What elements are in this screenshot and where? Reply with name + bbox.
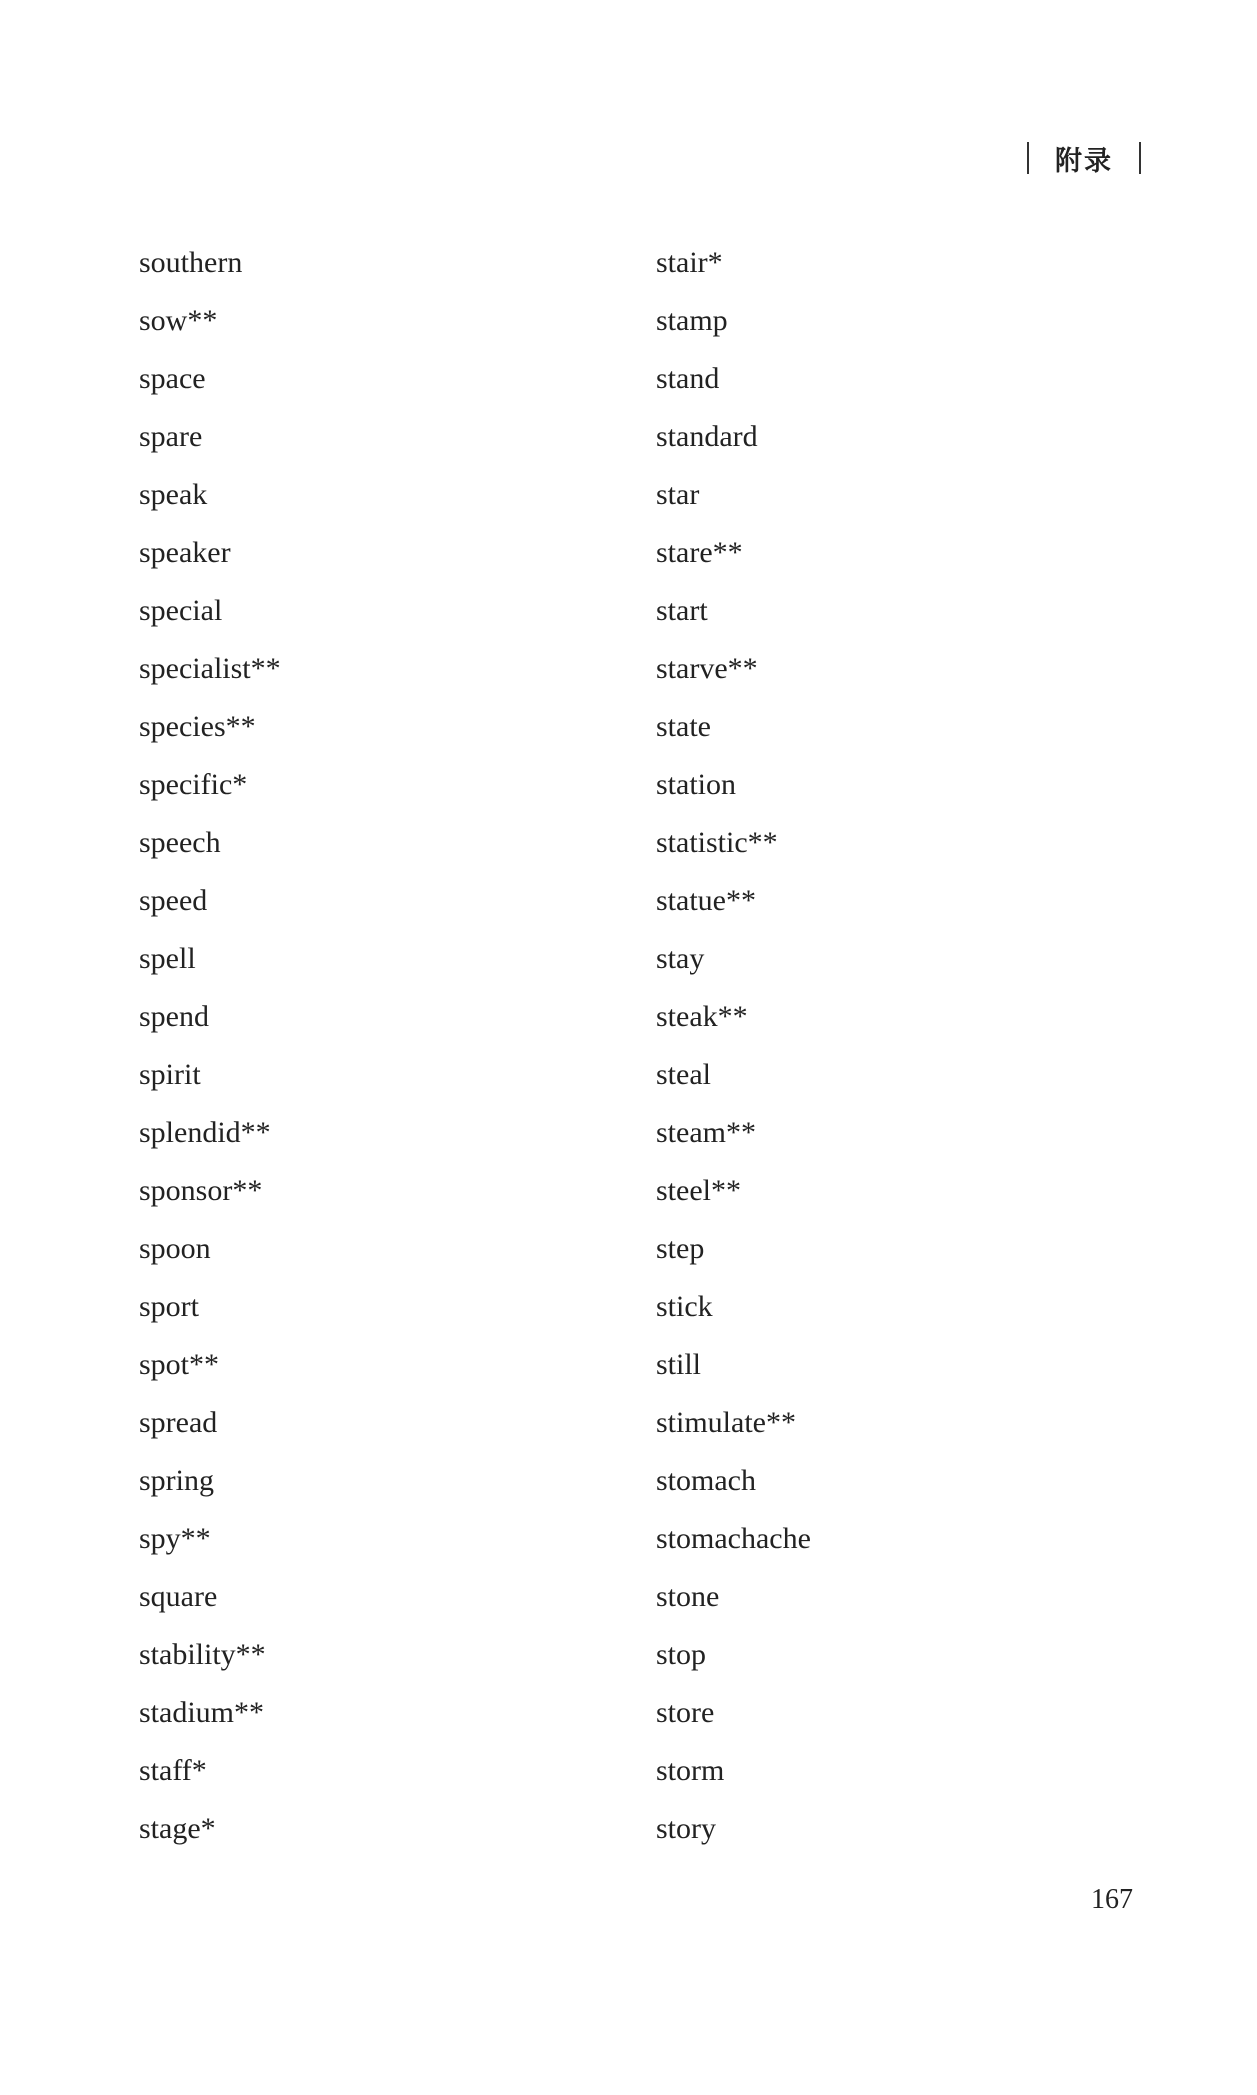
word-entry: splendid** — [139, 1116, 271, 1149]
word-column-right — [656, 234, 811, 1858]
word-entry: space — [139, 362, 206, 395]
word-entry: star — [656, 478, 700, 511]
word-entry: species** — [139, 710, 256, 743]
word-entry: standard — [656, 420, 758, 453]
word-entry: spring — [139, 1464, 214, 1497]
word-column-left — [139, 234, 281, 1858]
word-entry: speed — [139, 884, 208, 917]
word-entry: steam** — [656, 1116, 756, 1149]
word-entry: stadium** — [139, 1696, 264, 1729]
word-entry: spoon — [139, 1232, 211, 1265]
word-entry: staff* — [139, 1754, 207, 1787]
word-entry: steak** — [656, 1000, 748, 1033]
word-entry: spy** — [139, 1522, 211, 1555]
word-entry: stomachache — [656, 1522, 811, 1555]
word-entry: stone — [656, 1580, 720, 1613]
word-entry: station — [656, 768, 736, 801]
word-entry: speaker — [139, 536, 231, 569]
word-entry: southern — [139, 246, 243, 279]
word-entry: still — [656, 1348, 702, 1381]
word-entry: specific* — [139, 768, 248, 801]
word-entry: stimulate** — [656, 1406, 796, 1439]
word-entry: stick — [656, 1290, 713, 1323]
word-entry: start — [656, 594, 708, 627]
word-entry: stair* — [656, 246, 723, 279]
word-entry: stand — [656, 362, 720, 395]
word-entry: stage* — [139, 1812, 216, 1845]
header-right-rule — [1139, 142, 1141, 174]
word-entry: special — [139, 594, 223, 627]
word-entry: stop — [656, 1638, 707, 1671]
word-entry: stomach — [656, 1464, 756, 1497]
word-entry: storm — [656, 1754, 725, 1787]
word-entry: starve** — [656, 652, 758, 685]
header-title: 附录 — [1055, 145, 1113, 177]
word-entry: spirit — [139, 1058, 201, 1091]
word-entry: speak — [139, 478, 208, 511]
word-entry: store — [656, 1696, 715, 1729]
word-entry: sow** — [139, 304, 218, 337]
word-entry: steel** — [656, 1174, 741, 1207]
word-entry: spare — [139, 420, 203, 453]
word-entry: stamp — [656, 304, 728, 337]
word-entry: spot** — [139, 1348, 220, 1381]
word-entry: sport — [139, 1290, 199, 1323]
word-entry: story — [656, 1812, 716, 1845]
word-entry: square — [139, 1580, 218, 1613]
word-entry: spend — [139, 1000, 209, 1033]
word-entry: statistic** — [656, 826, 778, 859]
word-entry: speech — [139, 826, 221, 859]
word-entry: spell — [139, 942, 196, 975]
word-entry: steal — [656, 1058, 711, 1091]
word-entry: statue** — [656, 884, 756, 917]
word-entry: stay — [656, 942, 705, 975]
word-entry: stare** — [656, 536, 743, 569]
running-header — [1027, 136, 1141, 180]
word-entry: sponsor** — [139, 1174, 263, 1207]
page-number: 167 — [1091, 1884, 1133, 1915]
word-entry: spread — [139, 1406, 218, 1439]
word-entry: step — [656, 1232, 705, 1265]
word-entry: stability** — [139, 1638, 266, 1671]
word-entry: specialist** — [139, 652, 281, 685]
word-entry: state — [656, 710, 711, 743]
